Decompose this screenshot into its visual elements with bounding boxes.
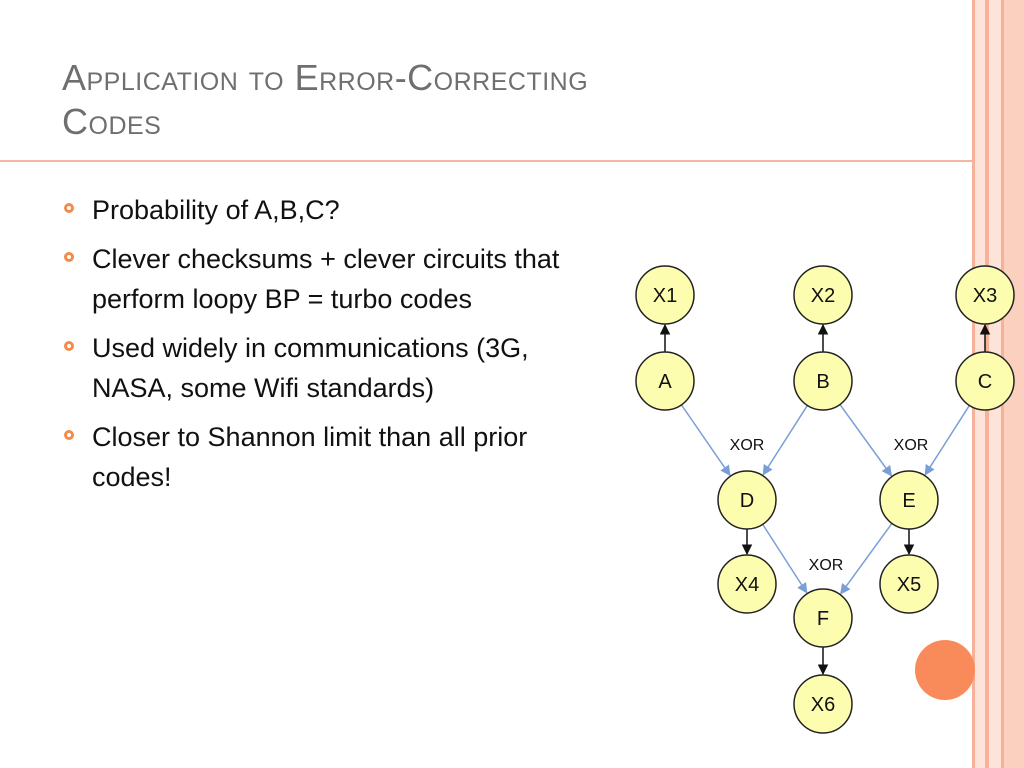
node-x4: [718, 555, 776, 613]
node-label: X4: [734, 574, 760, 596]
node-x1: [636, 266, 694, 324]
node-f: [794, 589, 852, 647]
edge-c-to-e: [925, 405, 969, 474]
node-e: [880, 471, 938, 529]
node-x3: [956, 266, 1014, 324]
node-x5: [880, 555, 938, 613]
node-c: [956, 352, 1014, 410]
node-x6: [794, 675, 852, 733]
bullet-text: Used widely in communications (3G, NASA, some Wifi standards): [92, 333, 529, 403]
node-d: [718, 471, 776, 529]
node-a: [636, 352, 694, 410]
xor-label: XOR: [808, 557, 844, 574]
node-label: X3: [972, 285, 998, 307]
bullet-text: Clever checksums + clever circuits that perform loopy BP = turbo codes: [92, 244, 560, 314]
node-label: E: [902, 490, 916, 512]
node-x2: [794, 266, 852, 324]
node-label: A: [658, 371, 672, 393]
node-label: X1: [652, 285, 678, 307]
node-label: X6: [810, 694, 836, 716]
node-label: C: [977, 371, 993, 393]
xor-label: XOR: [729, 437, 765, 454]
node-label: D: [739, 490, 755, 512]
node-b: [794, 352, 852, 410]
node-layer: [636, 266, 1014, 733]
title-line-2: Codes: [62, 101, 162, 142]
xor-label: XOR: [893, 437, 929, 454]
title-line-1: Application to Error-Correcting: [62, 57, 589, 98]
edge-b-to-d: [763, 405, 807, 474]
edge-a-to-d: [681, 405, 730, 475]
node-label: X2: [810, 285, 836, 307]
bullet-text: Probability of A,B,C?: [92, 195, 340, 225]
bullet-text: Closer to Shannon limit than all prior codes!: [92, 422, 528, 492]
node-label: B: [816, 371, 830, 393]
node-label: F: [816, 608, 830, 630]
edge-b-to-e: [840, 405, 891, 476]
node-label: X5: [896, 574, 922, 596]
